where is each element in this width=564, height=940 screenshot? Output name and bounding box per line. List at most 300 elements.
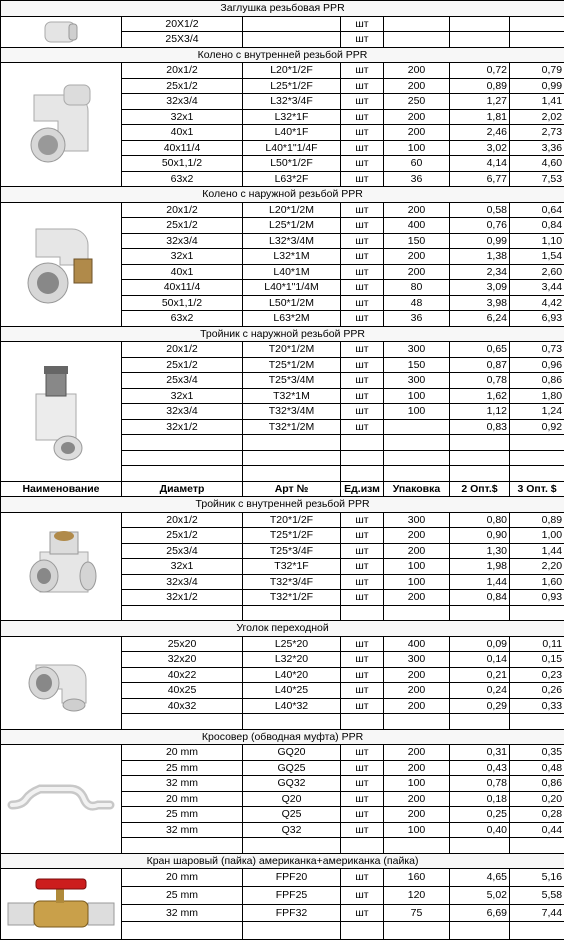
cell-price-opt3: 0,92 — [510, 419, 564, 435]
cell-price-opt2: 6,69 — [450, 904, 510, 922]
cell-price-opt2: 0,29 — [450, 698, 510, 714]
section-title-row — [1, 187, 564, 203]
header-art: Арт № — [243, 481, 341, 497]
cell-pack: 300 — [384, 652, 450, 668]
cell-pack: 200 — [384, 249, 450, 265]
cell-unit — [341, 466, 384, 482]
cell-price-opt2: 1,98 — [450, 559, 510, 575]
cell-price-opt3: 0,26 — [510, 683, 564, 699]
cell-unit — [341, 838, 384, 854]
cell-price-opt3: 1,44 — [510, 543, 564, 559]
cell-unit: шт — [341, 869, 384, 887]
cell-price-opt2 — [450, 16, 510, 32]
cell-pack: 100 — [384, 388, 450, 404]
cell-art: T25*3/4M — [243, 373, 341, 389]
cell-pack: 100 — [384, 404, 450, 420]
cell-price-opt2: 5,02 — [450, 886, 510, 904]
cell-diameter: 40x11/4 — [122, 280, 243, 296]
cell-price-opt2: 0,84 — [450, 590, 510, 606]
product-image — [1, 512, 122, 621]
cell-price-opt2: 1,12 — [450, 404, 510, 420]
cell-price-opt3: 4,60 — [510, 156, 564, 172]
cell-pack — [384, 838, 450, 854]
cell-price-opt3: 1,00 — [510, 528, 564, 544]
cell-price-opt2: 3,09 — [450, 280, 510, 296]
cell-art — [243, 714, 341, 730]
cell-art — [243, 435, 341, 451]
section-title: Кран шаровый (пайка) американка+американка (пайка) — [1, 853, 564, 869]
cell-art: FPF32 — [243, 904, 341, 922]
cell-pack: 100 — [384, 559, 450, 575]
cell-art: L25*20 — [243, 636, 341, 652]
product-image — [1, 745, 122, 854]
cell-price-opt3: 0,35 — [510, 745, 564, 761]
cell-pack: 150 — [384, 357, 450, 373]
cell-art — [243, 466, 341, 482]
cell-unit: шт — [341, 776, 384, 792]
cell-unit: шт — [341, 543, 384, 559]
cell-art: L25*1/2F — [243, 78, 341, 94]
cell-art: L40*1M — [243, 264, 341, 280]
cell-unit: шт — [341, 373, 384, 389]
cell-price-opt2: 1,30 — [450, 543, 510, 559]
cell-diameter: 25x3/4 — [122, 543, 243, 559]
cell-unit: шт — [341, 218, 384, 234]
cell-diameter: 20X1/2 — [122, 16, 243, 32]
cell-price-opt3 — [510, 450, 564, 466]
cell-price-opt2: 3,98 — [450, 295, 510, 311]
cell-unit: шт — [341, 574, 384, 590]
cell-unit: шт — [341, 388, 384, 404]
cell-price-opt3: 0,23 — [510, 667, 564, 683]
cell-art: T32*1M — [243, 388, 341, 404]
cell-price-opt3 — [510, 838, 564, 854]
header-diameter: Диаметр — [122, 481, 243, 497]
cell-unit: шт — [341, 16, 384, 32]
product-image — [1, 202, 122, 326]
header-unit: Ед.изм — [341, 481, 384, 497]
cell-diameter: 32 mm — [122, 776, 243, 792]
cell-art: L40*32 — [243, 698, 341, 714]
cell-price-opt2: 1,81 — [450, 109, 510, 125]
cell-diameter: 20x1/2 — [122, 512, 243, 528]
cell-pack: 60 — [384, 156, 450, 172]
header-opt3: 3 Опт. $ — [510, 481, 564, 497]
cell-price-opt3: 0,84 — [510, 218, 564, 234]
cell-art: L32*1F — [243, 109, 341, 125]
tee-female-thread-icon — [3, 516, 119, 616]
cell-art: L50*1/2M — [243, 295, 341, 311]
cell-art: L40*1F — [243, 125, 341, 141]
cell-art: L32*1M — [243, 249, 341, 265]
cell-price-opt3: 1,41 — [510, 94, 564, 110]
cell-unit: шт — [341, 559, 384, 575]
cell-pack: 300 — [384, 373, 450, 389]
cell-price-opt3 — [510, 435, 564, 451]
cell-art: L63*2M — [243, 311, 341, 327]
cell-unit: шт — [341, 404, 384, 420]
section-title-row — [1, 729, 564, 745]
cell-price-opt2: 0,83 — [450, 419, 510, 435]
cell-price-opt2: 0,89 — [450, 78, 510, 94]
cell-diameter — [122, 466, 243, 482]
cell-unit: шт — [341, 264, 384, 280]
cell-pack: 200 — [384, 63, 450, 79]
cell-price-opt2: 0,65 — [450, 342, 510, 358]
cell-unit: шт — [341, 202, 384, 218]
cell-pack: 200 — [384, 78, 450, 94]
cell-price-opt3: 0,73 — [510, 342, 564, 358]
cell-pack — [384, 419, 450, 435]
cell-price-opt2: 0,18 — [450, 791, 510, 807]
cell-art: GQ32 — [243, 776, 341, 792]
cell-diameter: 50x1,1/2 — [122, 156, 243, 172]
cell-art: T25*3/4F — [243, 543, 341, 559]
section-title-row — [1, 47, 564, 63]
cell-price-opt2: 0,40 — [450, 822, 510, 838]
cell-pack: 150 — [384, 233, 450, 249]
cell-price-opt3: 1,24 — [510, 404, 564, 420]
cell-pack: 200 — [384, 590, 450, 606]
cell-price-opt2: 1,44 — [450, 574, 510, 590]
cell-pack: 200 — [384, 264, 450, 280]
cell-diameter — [122, 605, 243, 621]
section-title-row — [1, 621, 564, 637]
cell-unit: шт — [341, 171, 384, 187]
cell-pack — [384, 16, 450, 32]
cell-unit: шт — [341, 357, 384, 373]
cell-price-opt3: 2,60 — [510, 264, 564, 280]
cell-art: Q32 — [243, 822, 341, 838]
cell-art: L40*1"1/4M — [243, 280, 341, 296]
cell-price-opt2: 0,21 — [450, 667, 510, 683]
cell-price-opt2: 4,65 — [450, 869, 510, 887]
cell-price-opt2: 0,58 — [450, 202, 510, 218]
cell-diameter — [122, 838, 243, 854]
cell-art: L40*20 — [243, 667, 341, 683]
cell-unit: шт — [341, 78, 384, 94]
cell-pack: 100 — [384, 822, 450, 838]
cell-price-opt3: 4,42 — [510, 295, 564, 311]
cell-price-opt2: 2,46 — [450, 125, 510, 141]
cell-diameter: 50x1,1/2 — [122, 295, 243, 311]
cell-price-opt3: 0,86 — [510, 776, 564, 792]
cell-unit: шт — [341, 109, 384, 125]
cell-price-opt3: 3,36 — [510, 140, 564, 156]
cell-diameter: 32x3/4 — [122, 94, 243, 110]
cell-price-opt3: 0,15 — [510, 652, 564, 668]
cell-price-opt2: 0,90 — [450, 528, 510, 544]
cell-unit: шт — [341, 698, 384, 714]
product-image — [1, 342, 122, 482]
section-title-row — [1, 853, 564, 869]
cell-pack: 80 — [384, 280, 450, 296]
cell-diameter: 32x20 — [122, 652, 243, 668]
cell-pack: 200 — [384, 528, 450, 544]
cell-art: T25*1/2F — [243, 528, 341, 544]
table-row — [1, 745, 564, 761]
product-image — [1, 16, 122, 47]
cell-price-opt2 — [450, 450, 510, 466]
cell-price-opt3: 0,96 — [510, 357, 564, 373]
cell-art: FPF20 — [243, 869, 341, 887]
cell-price-opt2: 0,09 — [450, 636, 510, 652]
cell-price-opt3: 5,16 — [510, 869, 564, 887]
cell-art: Q20 — [243, 791, 341, 807]
cell-unit: шт — [341, 745, 384, 761]
cell-pack: 300 — [384, 342, 450, 358]
cell-price-opt2 — [450, 838, 510, 854]
cell-diameter: 32x1 — [122, 388, 243, 404]
cell-unit: шт — [341, 590, 384, 606]
cell-diameter: 32 mm — [122, 904, 243, 922]
cell-price-opt2: 0,43 — [450, 760, 510, 776]
cell-price-opt3: 2,02 — [510, 109, 564, 125]
cell-price-opt3: 7,44 — [510, 904, 564, 922]
cell-diameter: 40x1 — [122, 264, 243, 280]
cell-art — [243, 16, 341, 32]
cell-diameter: 20x1/2 — [122, 202, 243, 218]
cell-diameter: 20 mm — [122, 869, 243, 887]
cell-price-opt3: 2,73 — [510, 125, 564, 141]
header-name: Наименование — [1, 481, 122, 497]
cell-price-opt3: 0,44 — [510, 822, 564, 838]
section-title-row — [1, 326, 564, 342]
cell-unit: шт — [341, 32, 384, 48]
cell-unit: шт — [341, 249, 384, 265]
cell-price-opt3: 0,99 — [510, 78, 564, 94]
section-title-row — [1, 1, 564, 17]
cell-unit: шт — [341, 904, 384, 922]
cell-price-opt2: 0,72 — [450, 63, 510, 79]
cell-unit: шт — [341, 419, 384, 435]
cell-diameter: 25x1/2 — [122, 78, 243, 94]
cell-unit: шт — [341, 760, 384, 776]
cell-unit: шт — [341, 791, 384, 807]
cell-pack: 36 — [384, 311, 450, 327]
cell-pack: 100 — [384, 776, 450, 792]
cell-pack: 200 — [384, 760, 450, 776]
cell-diameter: 40x1 — [122, 125, 243, 141]
cell-art: L50*1/2F — [243, 156, 341, 172]
cell-diameter: 25x1/2 — [122, 218, 243, 234]
cell-price-opt2: 3,02 — [450, 140, 510, 156]
cell-diameter — [122, 714, 243, 730]
cell-art: L20*1/2M — [243, 202, 341, 218]
cell-art: L25*1/2M — [243, 218, 341, 234]
cell-price-opt3 — [510, 714, 564, 730]
header-pack: Упаковка — [384, 481, 450, 497]
cell-price-opt3: 1,60 — [510, 574, 564, 590]
section-title: Уголок переходной — [1, 621, 564, 637]
cell-price-opt3: 0,93 — [510, 590, 564, 606]
cell-price-opt3: 0,11 — [510, 636, 564, 652]
cell-unit: шт — [341, 636, 384, 652]
cell-unit: шт — [341, 311, 384, 327]
table-row — [1, 512, 564, 528]
reducing-elbow-icon — [3, 643, 119, 723]
cell-art: T32*3/4F — [243, 574, 341, 590]
section-title: Колено с внутренней резьбой PPR — [1, 47, 564, 63]
cell-price-opt3: 0,64 — [510, 202, 564, 218]
cell-price-opt2: 0,76 — [450, 218, 510, 234]
cell-diameter: 32 mm — [122, 822, 243, 838]
cell-price-opt3: 1,10 — [510, 233, 564, 249]
cell-diameter: 40x32 — [122, 698, 243, 714]
cell-pack — [384, 605, 450, 621]
table-row — [1, 869, 564, 887]
cell-diameter: 32x3/4 — [122, 404, 243, 420]
cell-diameter: 25x1/2 — [122, 528, 243, 544]
cell-price-opt3 — [510, 605, 564, 621]
cell-art — [243, 32, 341, 48]
cell-art: L40*25 — [243, 683, 341, 699]
cell-diameter: 20 mm — [122, 745, 243, 761]
cell-art — [243, 450, 341, 466]
cell-diameter: 63x2 — [122, 311, 243, 327]
cell-price-opt2: 0,31 — [450, 745, 510, 761]
price-list-body — [1, 1, 564, 940]
cell-pack: 300 — [384, 512, 450, 528]
cell-diameter: 32x1 — [122, 249, 243, 265]
table-row — [1, 16, 564, 32]
cell-price-opt2 — [450, 714, 510, 730]
cell-pack: 100 — [384, 140, 450, 156]
cell-price-opt3: 1,54 — [510, 249, 564, 265]
cell-price-opt3: 3,44 — [510, 280, 564, 296]
cell-pack: 200 — [384, 667, 450, 683]
section-title-row — [1, 497, 564, 513]
cell-pack: 200 — [384, 202, 450, 218]
cell-art: T32*1/2F — [243, 590, 341, 606]
pipe-cap-icon — [3, 17, 119, 47]
cell-diameter: 32x1 — [122, 109, 243, 125]
cell-diameter: 25x20 — [122, 636, 243, 652]
cell-price-opt2: 0,99 — [450, 233, 510, 249]
cell-diameter: 20x1/2 — [122, 63, 243, 79]
section-title: Колено с наружной резьбой PPR — [1, 187, 564, 203]
cell-pack: 200 — [384, 683, 450, 699]
cell-price-opt3: 6,93 — [510, 311, 564, 327]
cell-diameter: 32x3/4 — [122, 574, 243, 590]
cell-art: GQ25 — [243, 760, 341, 776]
table-row — [1, 636, 564, 652]
cell-unit — [341, 435, 384, 451]
cell-pack — [384, 714, 450, 730]
table-row — [1, 202, 564, 218]
cell-art: Q25 — [243, 807, 341, 823]
cell-art: L20*1/2F — [243, 63, 341, 79]
cell-diameter: 20x1/2 — [122, 342, 243, 358]
table-row — [1, 63, 564, 79]
cell-price-opt2 — [450, 435, 510, 451]
cell-price-opt3 — [510, 16, 564, 32]
cell-pack: 100 — [384, 574, 450, 590]
cell-price-opt2: 0,78 — [450, 776, 510, 792]
product-image — [1, 636, 122, 729]
cell-price-opt2 — [450, 466, 510, 482]
cell-pack: 200 — [384, 698, 450, 714]
section-title: Кросовер (обводная муфта) PPR — [1, 729, 564, 745]
cell-diameter: 40x11/4 — [122, 140, 243, 156]
cell-pack: 250 — [384, 94, 450, 110]
cell-art: T32*1F — [243, 559, 341, 575]
cell-price-opt3: 0,20 — [510, 791, 564, 807]
table-row — [1, 342, 564, 358]
cell-unit: шт — [341, 822, 384, 838]
cell-pack: 200 — [384, 745, 450, 761]
cell-diameter: 40x25 — [122, 683, 243, 699]
cell-art — [243, 605, 341, 621]
cell-unit — [341, 605, 384, 621]
cell-diameter: 63x2 — [122, 171, 243, 187]
cell-diameter: 25X3/4 — [122, 32, 243, 48]
tee-male-thread-icon — [3, 356, 119, 466]
section-title: Тройник с внутренней резьбой PPR — [1, 497, 564, 513]
cell-art — [243, 838, 341, 854]
cell-art: GQ20 — [243, 745, 341, 761]
cell-diameter — [122, 450, 243, 466]
cell-art: L40*1"1/4F — [243, 140, 341, 156]
cell-art: T25*1/2M — [243, 357, 341, 373]
cell-pack: 75 — [384, 904, 450, 922]
cell-price-opt2: 1,38 — [450, 249, 510, 265]
cell-pack: 200 — [384, 125, 450, 141]
cell-price-opt3: 2,20 — [510, 559, 564, 575]
cell-pack: 200 — [384, 791, 450, 807]
cell-diameter: 25 mm — [122, 886, 243, 904]
cell-art: L32*3/4F — [243, 94, 341, 110]
cell-pack: 160 — [384, 869, 450, 887]
cell-diameter: 25x1/2 — [122, 357, 243, 373]
cell-unit: шт — [341, 125, 384, 141]
cell-unit: шт — [341, 886, 384, 904]
cell-unit: шт — [341, 512, 384, 528]
cell-unit: шт — [341, 156, 384, 172]
cell-pack: 200 — [384, 807, 450, 823]
cell-diameter — [122, 435, 243, 451]
cell-price-opt3: 0,86 — [510, 373, 564, 389]
cell-pack: 200 — [384, 109, 450, 125]
cell-price-opt2: 0,14 — [450, 652, 510, 668]
cell-price-opt2: 0,78 — [450, 373, 510, 389]
cell-pack — [384, 466, 450, 482]
cell-pack: 400 — [384, 636, 450, 652]
cell-pack: 400 — [384, 218, 450, 234]
cell-price-opt3: 7,53 — [510, 171, 564, 187]
crossover-bypass-icon — [3, 769, 119, 829]
cell-pack — [384, 450, 450, 466]
header-row — [1, 481, 564, 497]
cell-price-opt3: 0,79 — [510, 63, 564, 79]
cell-diameter: 32x1/2 — [122, 590, 243, 606]
cell-price-opt2: 1,27 — [450, 94, 510, 110]
cell-pack: 120 — [384, 886, 450, 904]
cell-pack — [384, 435, 450, 451]
cell-art: T20*1/2M — [243, 342, 341, 358]
cell-diameter: 25 mm — [122, 760, 243, 776]
cell-pack: 48 — [384, 295, 450, 311]
cell-pack: 36 — [384, 171, 450, 187]
cell-art: T32*1/2M — [243, 419, 341, 435]
cell-unit: шт — [341, 342, 384, 358]
cell-art: L32*20 — [243, 652, 341, 668]
cell-diameter: 25 mm — [122, 807, 243, 823]
cell-unit — [341, 450, 384, 466]
cell-unit: шт — [341, 233, 384, 249]
cell-price-opt2: 0,80 — [450, 512, 510, 528]
cell-price-opt2 — [450, 605, 510, 621]
